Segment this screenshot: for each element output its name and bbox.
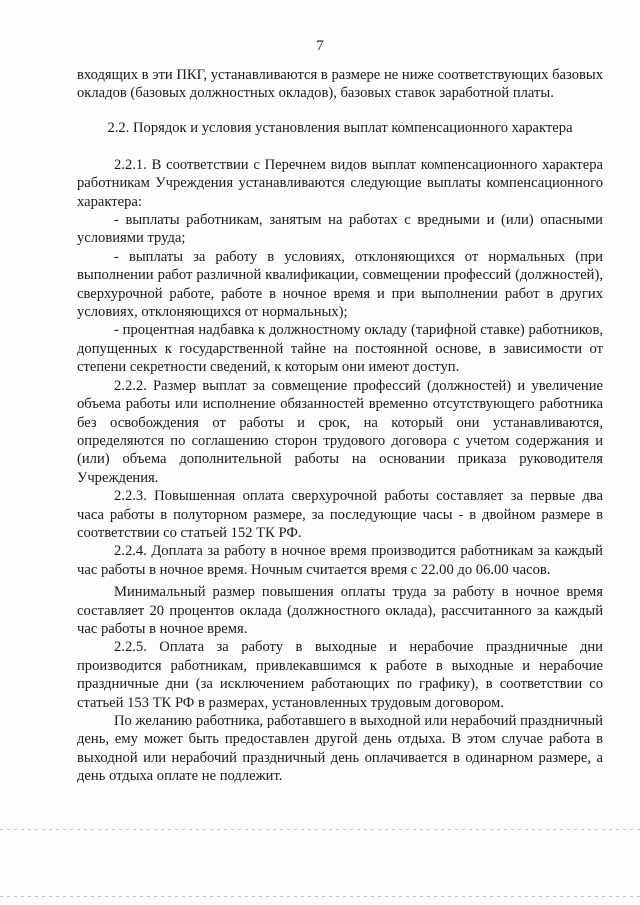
paragraph-2-2-5: 2.2.5. Оплата за работу в выходные и нерабочие праздничные дни производится работникам, привлекавшимся к работе в выходные и нерабочие праздничные дни (за исключением работающих по графику), в соответствии со статьей 153 ТК РФ в размерах, установленных трудовым договором. bbox=[77, 639, 603, 711]
list-item-harmful-conditions: - выплаты работникам, занятым на работах с вредными и (или) опасными условиями труда; bbox=[77, 212, 603, 247]
page-number: 7 bbox=[316, 38, 324, 54]
list-item-state-secret-allowance: - процентная надбавка к должностному окладу (тарифной ставке) работников, допущенных к государственной тайне на постоянной основе, в зависимости от степени секретности сведений, к которым они имеют доступ. bbox=[77, 322, 603, 376]
scan-artifact-line bbox=[0, 829, 640, 830]
paragraph-2-2-2: 2.2.2. Размер выплат за совмещение профессий (должностей) и увеличение объема работы или исполнение обязанностей временно отсутствующего работника без освобождения от работы и срок, на который они устанавливаются, определяются по соглашению сторон трудового договора с учетом содержания и (или) объема дополнительной работы на основании приказа руководителя Учреждения. bbox=[77, 377, 603, 486]
paragraph-2-2-1: 2.2.1. В соответствии с Перечнем видов выплат компенсационного характера работникам Учреждения устанавливаются следующие выплаты компенсационного характера: bbox=[77, 156, 603, 210]
paragraph-continuation: входящих в эти ПКГ, устанавливаются в размере не ниже соответствующих базовых окладов (базовых должностных окладов), базовых ставок заработной платы. bbox=[77, 67, 603, 102]
section-heading: 2.2. Порядок и условия установления выплат компенсационного характера bbox=[107, 119, 573, 136]
paragraph-night-minimum: Минимальный размер повышения оплаты труда за работу в ночное время составляет 20 процентов оклада (должностного оклада), рассчитанного за каждый час работы в ночное время. bbox=[77, 584, 603, 637]
paragraph-2-2-4: 2.2.4. Доплата за работу в ночное время производится работникам за каждый час работы в ночное время. Ночным считается время с 22.00 до 06.00 часов. bbox=[77, 543, 603, 578]
scan-artifact-line-bottom bbox=[0, 896, 640, 897]
paragraph-2-2-3: 2.2.3. Повышенная оплата сверхурочной работы составляет за первые два часа работы в полуторном размере, за последующие часы - в двойном размере в соответствии со статьей 152 ТК РФ. bbox=[77, 488, 603, 541]
list-item-abnormal-conditions: - выплаты за работу в условиях, отклоняющихся от нормальных (при выполнении работ различной квалификации, совмещении профессий (должностей), сверхурочной работе, работе в ночное время и при выполнении работ в других условиях, отклоняющихся от нормальных); bbox=[77, 248, 603, 321]
paragraph-day-off: По желанию работника, работавшего в выходной или нерабочий праздничный день, ему может быть предоставлен другой день отдыха. В этом случае работа в выходной или нерабочий праздничный день оплачивается в одинарном размере, а день отдыха оплате не подлежит. bbox=[77, 713, 603, 785]
document-body bbox=[77, 66, 603, 786]
